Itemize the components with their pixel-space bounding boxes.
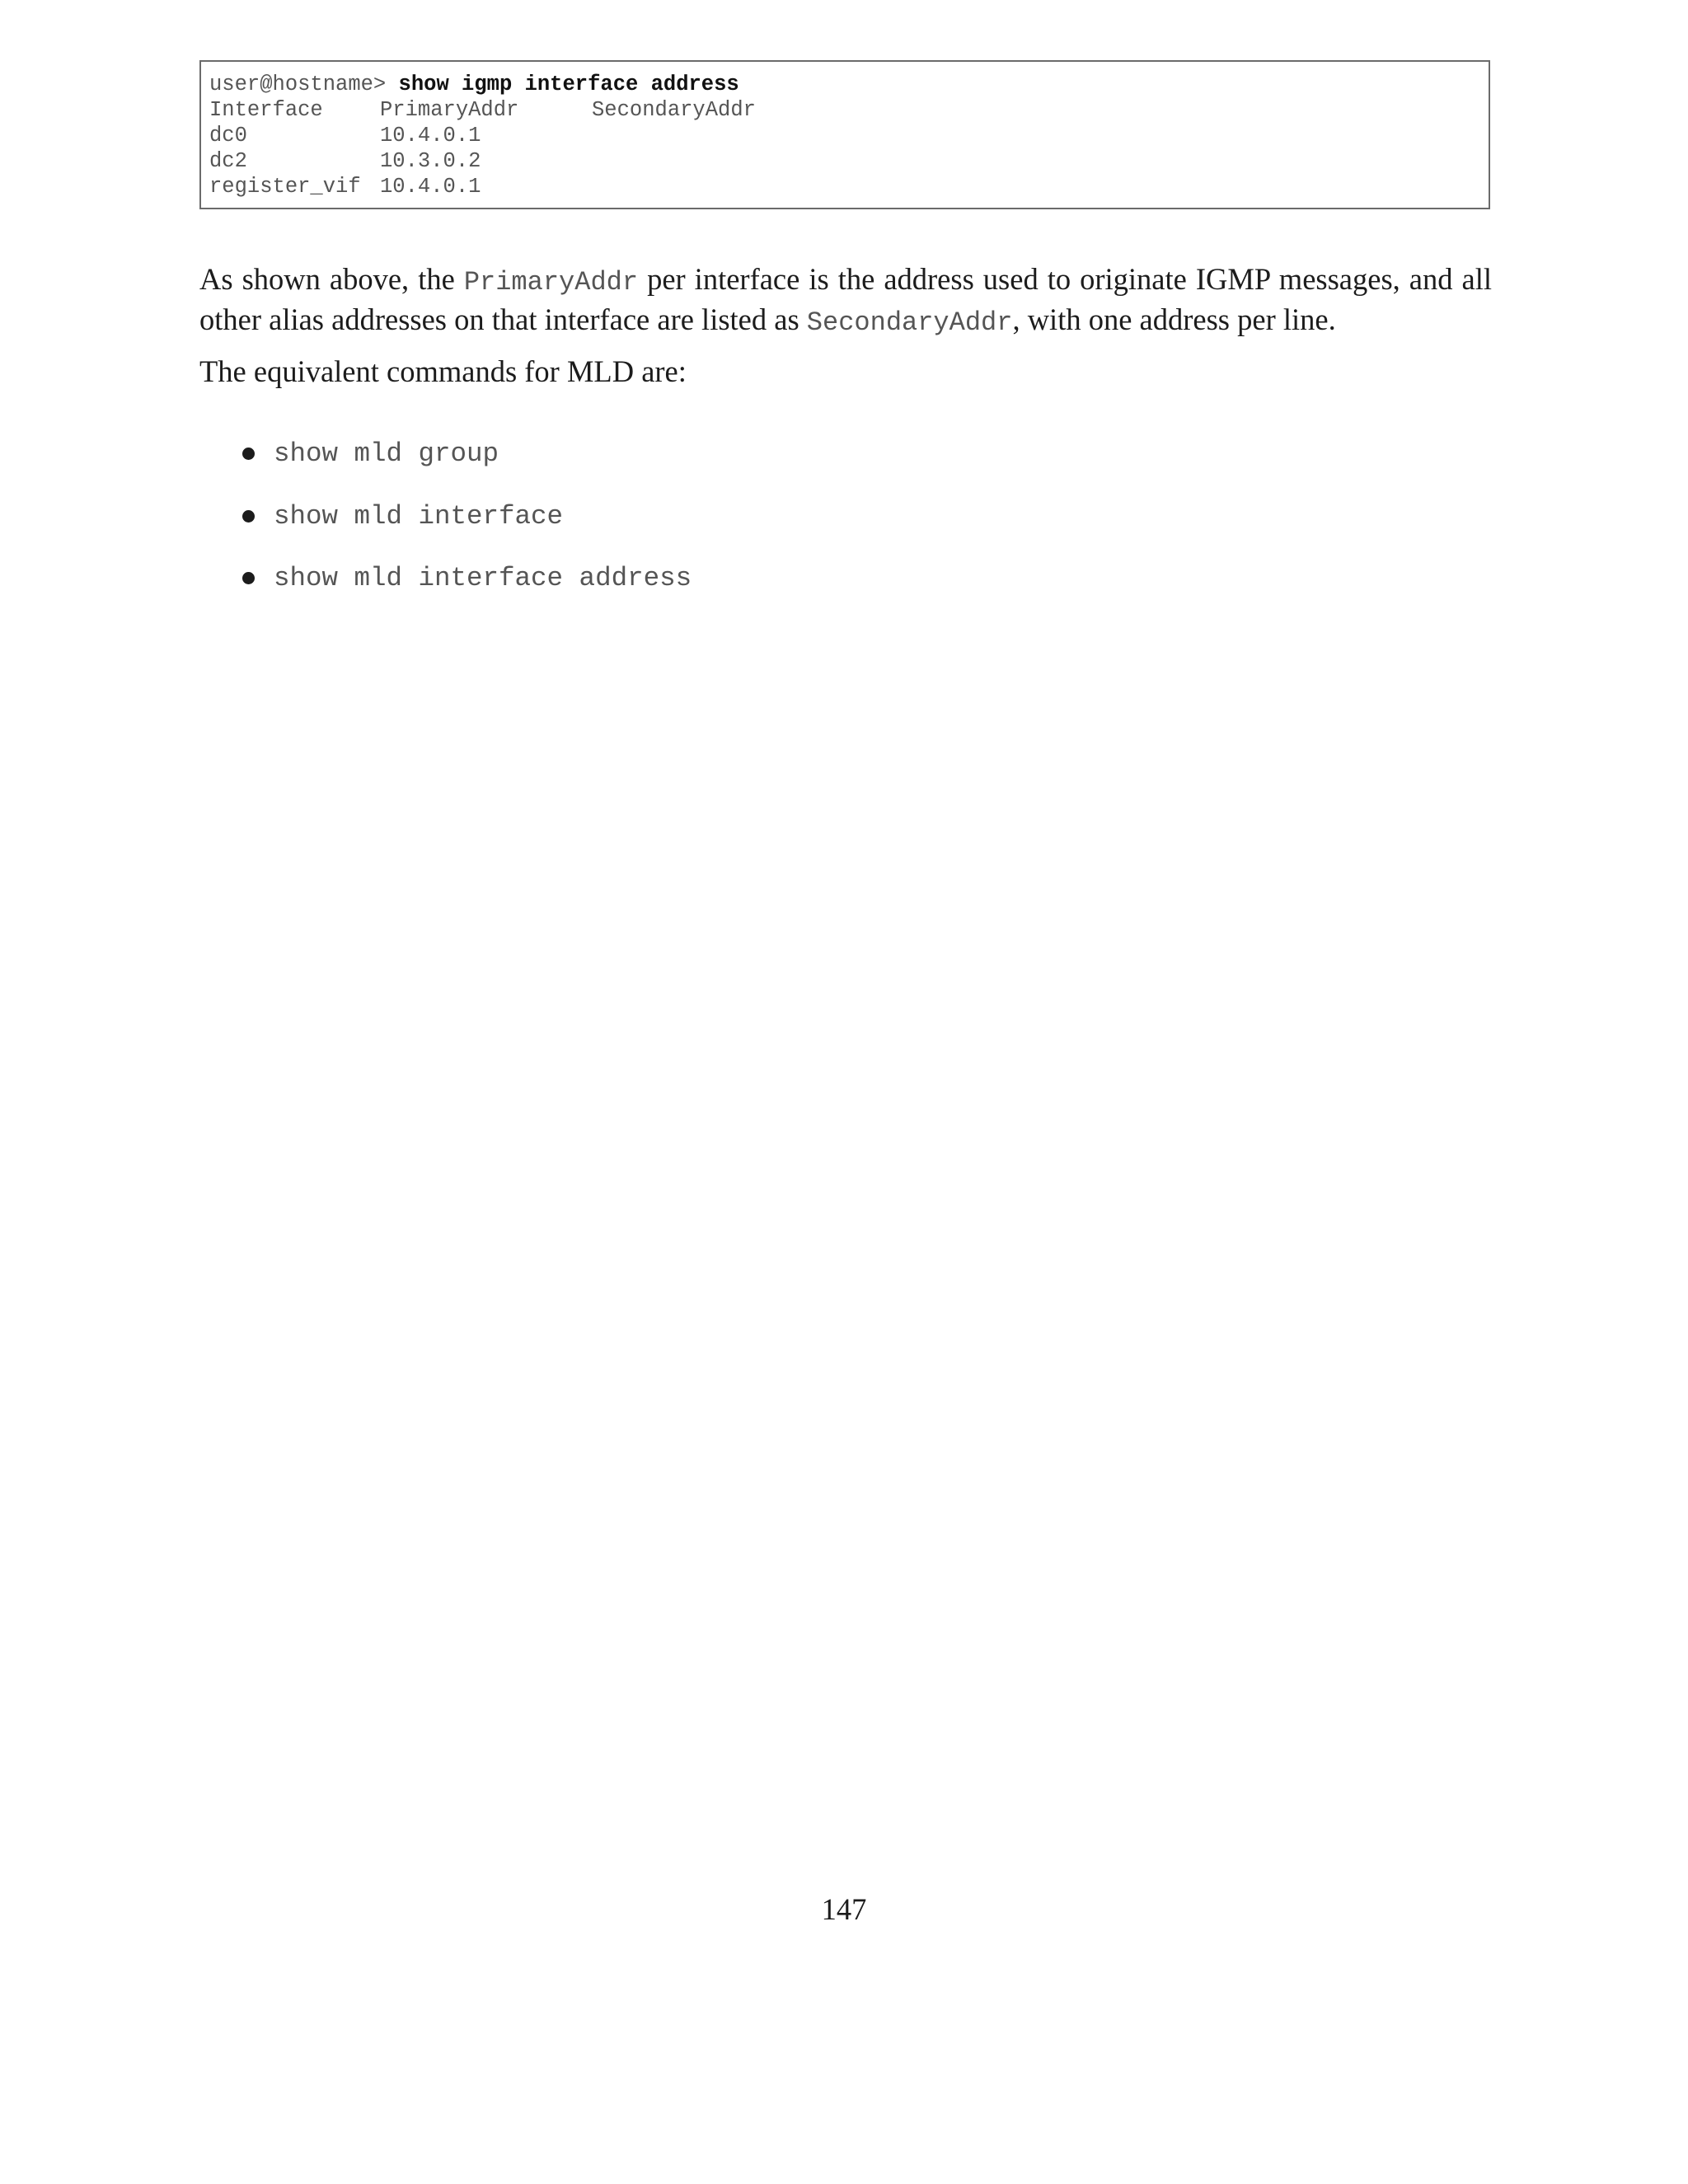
mld-command: show mld interface address bbox=[274, 563, 692, 593]
page-number: 147 bbox=[821, 1892, 867, 1926]
shell-prompt: user@hostname> bbox=[209, 73, 399, 96]
interface-cell: register_vif bbox=[209, 175, 361, 199]
primary-addr-cell: 10.4.0.1 bbox=[380, 124, 481, 148]
output-row bbox=[209, 174, 1489, 199]
header-secondary-addr: SecondaryAddr bbox=[592, 98, 756, 122]
interface-cell: dc0 bbox=[209, 124, 247, 148]
primary-addr-cell: 10.3.0.2 bbox=[380, 149, 481, 173]
output-row bbox=[209, 123, 1489, 148]
header-interface: Interface bbox=[209, 98, 323, 122]
bullet-icon bbox=[242, 510, 255, 523]
explanation-paragraph bbox=[199, 260, 1492, 341]
list-item bbox=[242, 436, 692, 499]
list-item bbox=[242, 499, 692, 561]
command-text: show igmp interface address bbox=[398, 73, 739, 96]
paragraph-text: , with one address per line. bbox=[1012, 302, 1336, 336]
mld-intro-paragraph: The equivalent commands for MLD are: bbox=[199, 354, 687, 388]
interface-cell: dc2 bbox=[209, 149, 247, 173]
mld-command: show mld group bbox=[274, 438, 499, 469]
mld-command: show mld interface bbox=[274, 500, 564, 532]
list-item bbox=[242, 560, 692, 623]
secondary-addr-code: SecondaryAddr bbox=[806, 307, 1013, 338]
primary-addr-cell: 10.4.0.1 bbox=[380, 175, 481, 199]
mld-command-list bbox=[242, 436, 692, 623]
output-header-row bbox=[209, 97, 1489, 123]
paragraph-text: As shown above, the bbox=[199, 262, 464, 296]
terminal-output-box bbox=[199, 60, 1490, 209]
header-primary-addr: PrimaryAddr bbox=[380, 98, 519, 122]
command-line bbox=[209, 72, 1489, 97]
paragraph-text: per interface is the address used to originate IGMP messages, and all other alias addresses on that interface are listed as bbox=[199, 262, 1492, 336]
bullet-icon bbox=[242, 572, 255, 584]
bullet-icon bbox=[242, 448, 255, 460]
output-row bbox=[209, 148, 1489, 174]
primary-addr-code: PrimaryAddr bbox=[463, 267, 639, 298]
